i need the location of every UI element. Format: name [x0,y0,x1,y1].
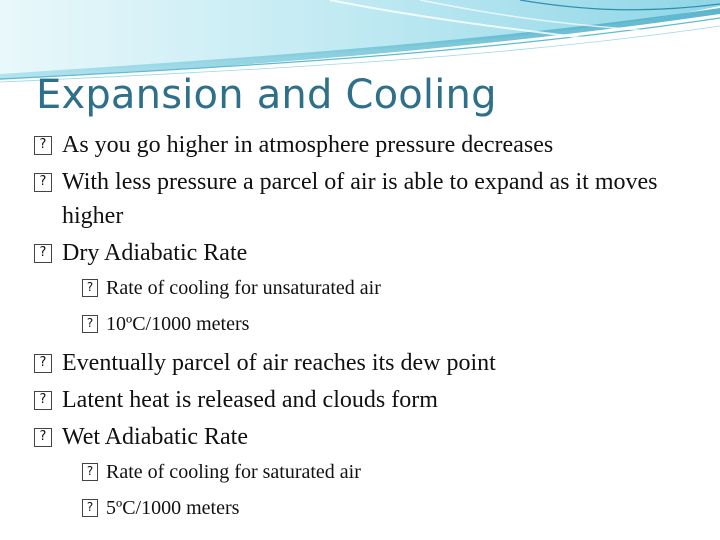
bullet-text: With less pressure a parcel of air is able to expand as it moves higher [62,169,658,229]
sub-bullet-item [34,310,704,338]
bullet-placeholder-icon [34,391,52,410]
bullet-text: 10ºC/1000 meters [106,313,250,335]
bullet-placeholder-icon [34,244,52,263]
bullet-text: Latent heat is released and clouds form [62,387,438,413]
sub-bullet-item [34,274,704,302]
bullet-text: 5ºC/1000 meters [106,497,240,519]
slide-title: Expansion and Cooling [36,72,497,118]
bullet-item [34,383,704,417]
bullet-placeholder-icon [34,173,52,192]
sub-bullet-item [34,494,704,522]
bullet-placeholder-icon [82,279,98,297]
bullet-item [34,420,704,454]
sub-bullet-item [34,458,704,486]
bullet-placeholder-icon [82,463,98,481]
bullet-text: Wet Adiabatic Rate [62,424,248,450]
bullet-item [34,236,704,270]
slide-content [34,128,704,530]
bullet-item [34,128,704,162]
bullet-placeholder-icon [82,315,98,333]
bullet-item [34,165,704,233]
bullet-placeholder-icon [34,136,52,155]
bullet-text: As you go higher in atmosphere pressure decreases [62,132,554,158]
bullet-text: Rate of cooling for saturated air [106,461,361,483]
bullet-placeholder-icon [82,499,98,517]
bullet-text: Dry Adiabatic Rate [62,240,248,266]
bullet-placeholder-icon [34,354,52,373]
bullet-text: Rate of cooling for unsaturated air [106,277,381,299]
bullet-item [34,346,704,380]
bullet-placeholder-icon [34,428,52,447]
bullet-text: Eventually parcel of air reaches its dew point [62,350,496,376]
